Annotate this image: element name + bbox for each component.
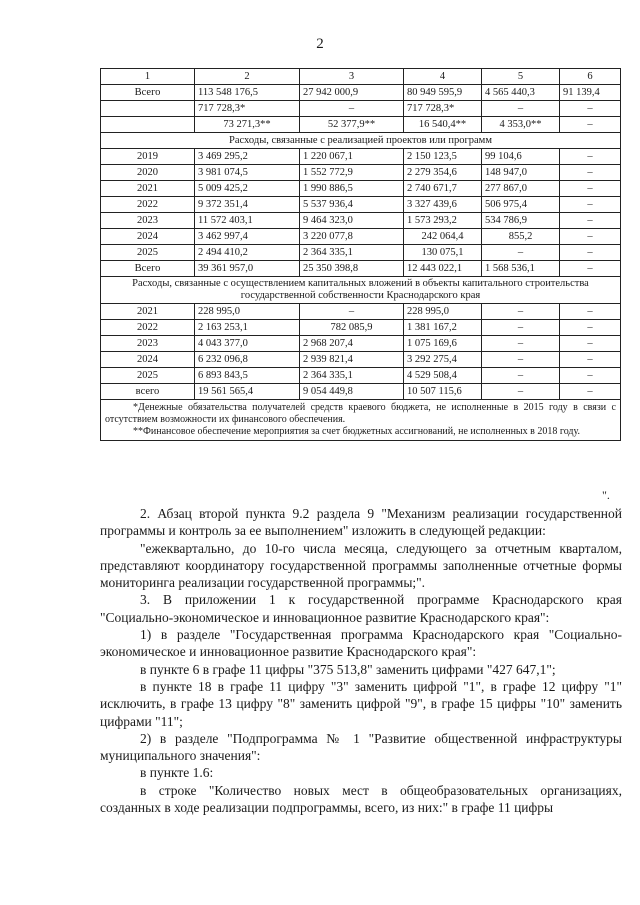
table-cell: 10 507 115,6 bbox=[404, 384, 482, 400]
header-cell: 4 bbox=[404, 69, 482, 85]
table-cell: 2 968 207,4 bbox=[300, 336, 404, 352]
table-cell: 9 464 323,0 bbox=[300, 213, 404, 229]
table-row bbox=[101, 352, 621, 368]
table-cell: 6 232 096,8 bbox=[195, 352, 300, 368]
footnote-single-asterisk: *Денежные обязательства получателей средств краевого бюджета, не исполненные в 2015 году в связи с отсутствием возможности их финансового обеспечения. bbox=[105, 402, 616, 425]
table-header-row bbox=[101, 69, 621, 85]
table-cell: 99 104,6 bbox=[482, 149, 560, 165]
table-cell: 782 085,9 bbox=[300, 320, 404, 336]
section-title: Расходы, связанные с осуществлением капитальных вложений в объекты капитального строительства государственной собственности Краснодарского края bbox=[101, 277, 621, 304]
row-label: 2023 bbox=[101, 336, 195, 352]
table-cell: – bbox=[560, 117, 621, 133]
header-cell: 5 bbox=[482, 69, 560, 85]
paragraph: в пункте 1.6: bbox=[140, 765, 214, 781]
table-cell: – bbox=[560, 352, 621, 368]
table-cell: – bbox=[560, 304, 621, 320]
table-cell: 16 540,4** bbox=[404, 117, 482, 133]
table-cell: – bbox=[560, 229, 621, 245]
header-cell: 6 bbox=[560, 69, 621, 85]
table-cell: – bbox=[482, 320, 560, 336]
table-cell: 242 064,4 bbox=[404, 229, 482, 245]
section-header-row bbox=[101, 277, 621, 304]
table-cell: 4 353,0** bbox=[482, 117, 560, 133]
table-cell: – bbox=[482, 245, 560, 261]
table-cell: 2 279 354,6 bbox=[404, 165, 482, 181]
paragraph: в пункте 6 в графе 11 цифры "375 513,8" заменить цифрами "427 647,1"; bbox=[140, 661, 556, 677]
table-row bbox=[101, 320, 621, 336]
row-label: Всего bbox=[101, 261, 195, 277]
row-label: Всего bbox=[101, 85, 195, 101]
table-cell: – bbox=[560, 245, 621, 261]
section-header-row bbox=[101, 133, 621, 149]
table-row bbox=[101, 197, 621, 213]
table-cell: – bbox=[482, 101, 560, 117]
table-cell: 5 009 425,2 bbox=[195, 181, 300, 197]
table-cell: – bbox=[560, 320, 621, 336]
table-cell: 19 561 565,4 bbox=[195, 384, 300, 400]
table-cell: 39 361 957,0 bbox=[195, 261, 300, 277]
table-cell: – bbox=[560, 384, 621, 400]
table-cell: 2 364 335,1 bbox=[300, 368, 404, 384]
header-cell: 1 bbox=[101, 69, 195, 85]
table-row bbox=[101, 245, 621, 261]
table-cell: 3 981 074,5 bbox=[195, 165, 300, 181]
table-cell: 855,2 bbox=[482, 229, 560, 245]
table-cell: 3 469 295,2 bbox=[195, 149, 300, 165]
table-cell: 1 552 772,9 bbox=[300, 165, 404, 181]
table-cell: 534 786,9 bbox=[482, 213, 560, 229]
table-cell: 2 364 335,1 bbox=[300, 245, 404, 261]
table-row bbox=[101, 229, 621, 245]
paragraph: 2. Абзац второй пункта 9.2 раздела 9 "Механизм реализации государственной программы и контроль за ее выполнением" изложить в следующей редакции: bbox=[100, 506, 622, 539]
row-label bbox=[101, 101, 195, 117]
table-cell: 5 537 936,4 bbox=[300, 197, 404, 213]
row-label: всего bbox=[101, 384, 195, 400]
table-cell: 717 728,3* bbox=[195, 101, 300, 117]
table-cell: 3 462 997,4 bbox=[195, 229, 300, 245]
paragraph: в пункте 18 в графе 11 цифру "3" заменить цифрой "1", в графе 12 цифру "1" исключить, в графе 13 цифру "8" заменить цифрой "9", в графе 15 цифры "10" заменить цифрами "11"; bbox=[100, 678, 622, 729]
row-label: 2024 bbox=[101, 352, 195, 368]
table-cell: – bbox=[560, 197, 621, 213]
table-cell: 9 054 449,8 bbox=[300, 384, 404, 400]
table-cell: 3 327 439,6 bbox=[404, 197, 482, 213]
table-cell: 4 043 377,0 bbox=[195, 336, 300, 352]
table-cell: 27 942 000,9 bbox=[300, 85, 404, 101]
table-cell: 25 350 398,8 bbox=[300, 261, 404, 277]
paragraph: "ежеквартально, до 10-го числа месяца, следующего за отчетным кварталом, представляют координатору государственной программы заполненные отчетные формы мониторинга реализации государственной программы;". bbox=[100, 540, 622, 591]
table-row bbox=[101, 165, 621, 181]
table-cell: 2 150 123,5 bbox=[404, 149, 482, 165]
table-cell: – bbox=[482, 304, 560, 320]
table-cell: 717 728,3* bbox=[404, 101, 482, 117]
financing-table bbox=[100, 68, 621, 441]
row-label: 2023 bbox=[101, 213, 195, 229]
table-cell: 1 075 169,6 bbox=[404, 336, 482, 352]
table-cell: 228 995,0 bbox=[195, 304, 300, 320]
row-label: 2025 bbox=[101, 245, 195, 261]
row-label: 2024 bbox=[101, 229, 195, 245]
table-cell: 277 867,0 bbox=[482, 181, 560, 197]
table-cell: 2 740 671,7 bbox=[404, 181, 482, 197]
table-row bbox=[101, 149, 621, 165]
table-cell: – bbox=[560, 149, 621, 165]
table-row bbox=[101, 117, 621, 133]
row-label: 2020 bbox=[101, 165, 195, 181]
table-row bbox=[101, 85, 621, 101]
row-label: 2019 bbox=[101, 149, 195, 165]
table-cell: – bbox=[560, 336, 621, 352]
table-cell: 12 443 022,1 bbox=[404, 261, 482, 277]
table-cell: 6 893 843,5 bbox=[195, 368, 300, 384]
table-row bbox=[101, 336, 621, 352]
table-cell: 73 271,3** bbox=[195, 117, 300, 133]
row-label: 2022 bbox=[101, 320, 195, 336]
table-cell: – bbox=[482, 336, 560, 352]
table-cell: 148 947,0 bbox=[482, 165, 560, 181]
table-cell: 2 939 821,4 bbox=[300, 352, 404, 368]
table-cell: 3 220 077,8 bbox=[300, 229, 404, 245]
paragraph: 1) в разделе "Государственная программа Краснодарского края "Социально-экономическое и инновационное развитие Краснодарского края": bbox=[100, 627, 622, 660]
closing-quote-mark: ". bbox=[602, 488, 610, 502]
table-cell: 80 949 595,9 bbox=[404, 85, 482, 101]
table-cell: 2 163 253,1 bbox=[195, 320, 300, 336]
table-cell: – bbox=[560, 261, 621, 277]
table-cell: – bbox=[300, 304, 404, 320]
table-cell: – bbox=[482, 352, 560, 368]
table-cell: – bbox=[482, 384, 560, 400]
table-cell: 2 494 410,2 bbox=[195, 245, 300, 261]
table-cell: 11 572 403,1 bbox=[195, 213, 300, 229]
table-cell: – bbox=[300, 101, 404, 117]
table-notes-row bbox=[101, 400, 621, 441]
table-cell: 4 529 508,4 bbox=[404, 368, 482, 384]
table-row bbox=[101, 304, 621, 320]
table-cell: 3 292 275,4 bbox=[404, 352, 482, 368]
header-cell: 3 bbox=[300, 69, 404, 85]
table-row bbox=[101, 213, 621, 229]
table-cell: 52 377,9** bbox=[300, 117, 404, 133]
row-label: 2021 bbox=[101, 181, 195, 197]
table-cell: 228 995,0 bbox=[404, 304, 482, 320]
table-cell: 1 381 167,2 bbox=[404, 320, 482, 336]
paragraph: 3. В приложении 1 к государственной программе Краснодарского края "Социально-экономическое и инновационное развитие Краснодарского края": bbox=[100, 592, 622, 625]
page-number: 2 bbox=[316, 36, 324, 52]
table-cell: – bbox=[560, 181, 621, 197]
table-cell: – bbox=[560, 213, 621, 229]
table-cell: 1 220 067,1 bbox=[300, 149, 404, 165]
table-cell: – bbox=[560, 368, 621, 384]
row-label: 2021 bbox=[101, 304, 195, 320]
table-cell: 113 548 176,5 bbox=[195, 85, 300, 101]
table-cell: – bbox=[560, 165, 621, 181]
table-cell: 1 573 293,2 bbox=[404, 213, 482, 229]
table-cell: 506 975,4 bbox=[482, 197, 560, 213]
paragraph: 2) в разделе "Подпрограмма № 1 "Развитие общественной инфраструктуры муниципального значения": bbox=[100, 730, 622, 764]
row-label bbox=[101, 117, 195, 133]
table-row bbox=[101, 368, 621, 384]
paragraph: в строке "Количество новых мест в общеобразовательных организациях, созданных в ходе реализации подпрограммы, всего, из них:" в графе 11 цифры bbox=[100, 782, 622, 816]
table-cell: – bbox=[560, 101, 621, 117]
table-cell: – bbox=[482, 368, 560, 384]
table-row bbox=[101, 181, 621, 197]
row-label: 2025 bbox=[101, 368, 195, 384]
footnote-double-asterisk: **Финансовое обеспечение мероприятия за счет бюджетных ассигнований, не исполненных в 2018 году. bbox=[133, 426, 581, 437]
table-cell: 1 990 886,5 bbox=[300, 181, 404, 197]
header-cell: 2 bbox=[195, 69, 300, 85]
body-text bbox=[100, 505, 622, 816]
table-row bbox=[101, 261, 621, 277]
table-row bbox=[101, 101, 621, 117]
table-cell: 91 139,4 bbox=[560, 85, 621, 101]
row-label: 2022 bbox=[101, 197, 195, 213]
table-cell: 1 568 536,1 bbox=[482, 261, 560, 277]
table-cell: 130 075,1 bbox=[404, 245, 482, 261]
table-cell: 4 565 440,3 bbox=[482, 85, 560, 101]
table-notes bbox=[101, 400, 621, 441]
table-cell: 9 372 351,4 bbox=[195, 197, 300, 213]
section-title: Расходы, связанные с реализацией проектов или программ bbox=[101, 133, 621, 149]
table-row bbox=[101, 384, 621, 400]
